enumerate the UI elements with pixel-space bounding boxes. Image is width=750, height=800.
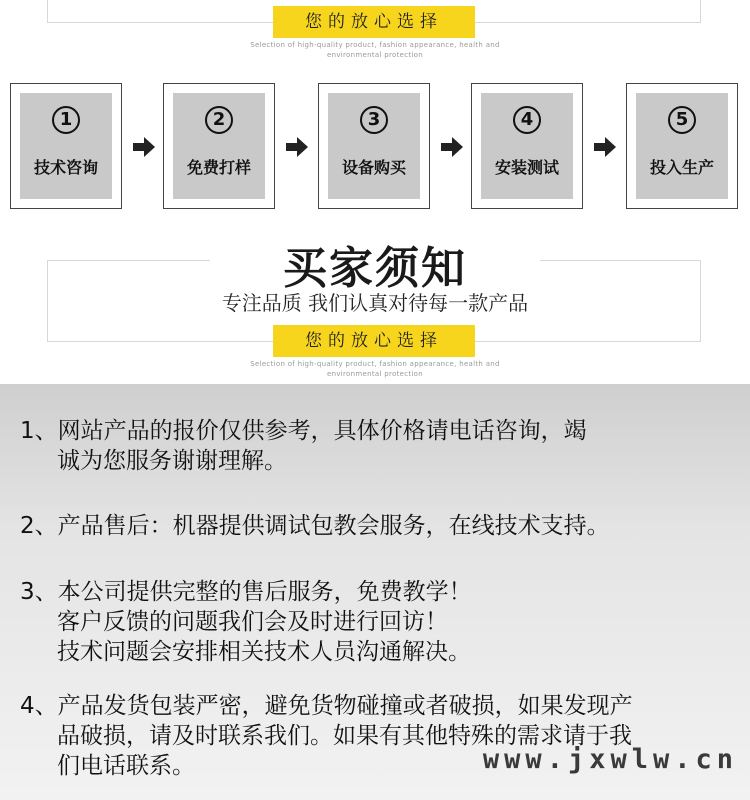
step-2-panel xyxy=(173,93,265,199)
step-5 xyxy=(626,83,738,209)
note-3-line-1: 3、本公司提供完整的售后服务，免费教学！ xyxy=(20,579,472,605)
notice-title: 买家须知 xyxy=(283,243,467,294)
note-3 xyxy=(20,577,730,667)
notice-tag-subtitle xyxy=(200,359,550,379)
notice-tag: 您的放心选择 xyxy=(273,325,475,357)
step-1-number: 1 xyxy=(52,106,80,134)
note-2-line-1: 2、产品售后：机器提供调试包教会服务，在线技术支持。 xyxy=(20,513,610,539)
note-4-line-3: 们电话联系。 xyxy=(57,753,195,779)
note-3-line-2: 客户反馈的问题我们会及时进行回访！ xyxy=(57,609,448,635)
step-5-panel xyxy=(636,93,728,199)
step-1-label: 技术咨询 xyxy=(33,158,98,177)
step-3 xyxy=(318,83,430,209)
step-2-number: 2 xyxy=(205,106,233,134)
step-4-number: 4 xyxy=(513,106,541,134)
top-banner-subtitle xyxy=(200,40,550,60)
step-3-label: 设备购买 xyxy=(341,158,406,177)
step-3-panel xyxy=(328,93,420,199)
step-4-label: 安装测试 xyxy=(494,158,559,177)
arrow-right-icon xyxy=(441,136,463,158)
notice-subtitle: 专注品质 我们认真对待每一款产品 xyxy=(221,291,529,315)
note-1-line-1: 1、网站产品的报价仅供参考，具体价格请电话咨询，竭 xyxy=(20,418,587,444)
note-2 xyxy=(20,511,730,541)
top-banner-subtitle-line2: environmental protection xyxy=(327,51,423,59)
step-1-panel xyxy=(20,93,112,199)
step-2-label: 免费打样 xyxy=(186,158,251,177)
note-1 xyxy=(20,416,730,476)
note-3-line-3: 技术问题会安排相关技术人员沟通解决。 xyxy=(57,639,471,665)
step-2 xyxy=(163,83,275,209)
step-5-number: 5 xyxy=(668,106,696,134)
notice-tag-subtitle-line2: environmental protection xyxy=(327,370,423,378)
notice-tag-subtitle-line1: Selection of high-quality product, fashion appearance, health and xyxy=(250,360,500,368)
arrow-right-icon xyxy=(286,136,308,158)
arrow-right-icon xyxy=(133,136,155,158)
note-4-line-1: 4、产品发货包装严密，避免货物碰撞或者破损，如果发现产 xyxy=(20,693,633,719)
step-3-number: 3 xyxy=(360,106,388,134)
step-5-label: 投入生产 xyxy=(649,158,714,177)
step-1 xyxy=(10,83,122,209)
arrow-right-icon xyxy=(594,136,616,158)
note-1-line-2: 诚为您服务谢谢理解。 xyxy=(57,448,287,474)
site-watermark: www.jxwlw.cn xyxy=(482,744,738,775)
step-4 xyxy=(471,83,583,209)
step-4-panel xyxy=(481,93,573,199)
top-banner-tag: 您的放心选择 xyxy=(273,6,475,38)
top-banner-subtitle-line1: Selection of high-quality product, fashion appearance, health and xyxy=(250,41,500,49)
note-4-line-2: 品破损，请及时联系我们。如果有其他特殊的需求请于我 xyxy=(57,723,632,749)
